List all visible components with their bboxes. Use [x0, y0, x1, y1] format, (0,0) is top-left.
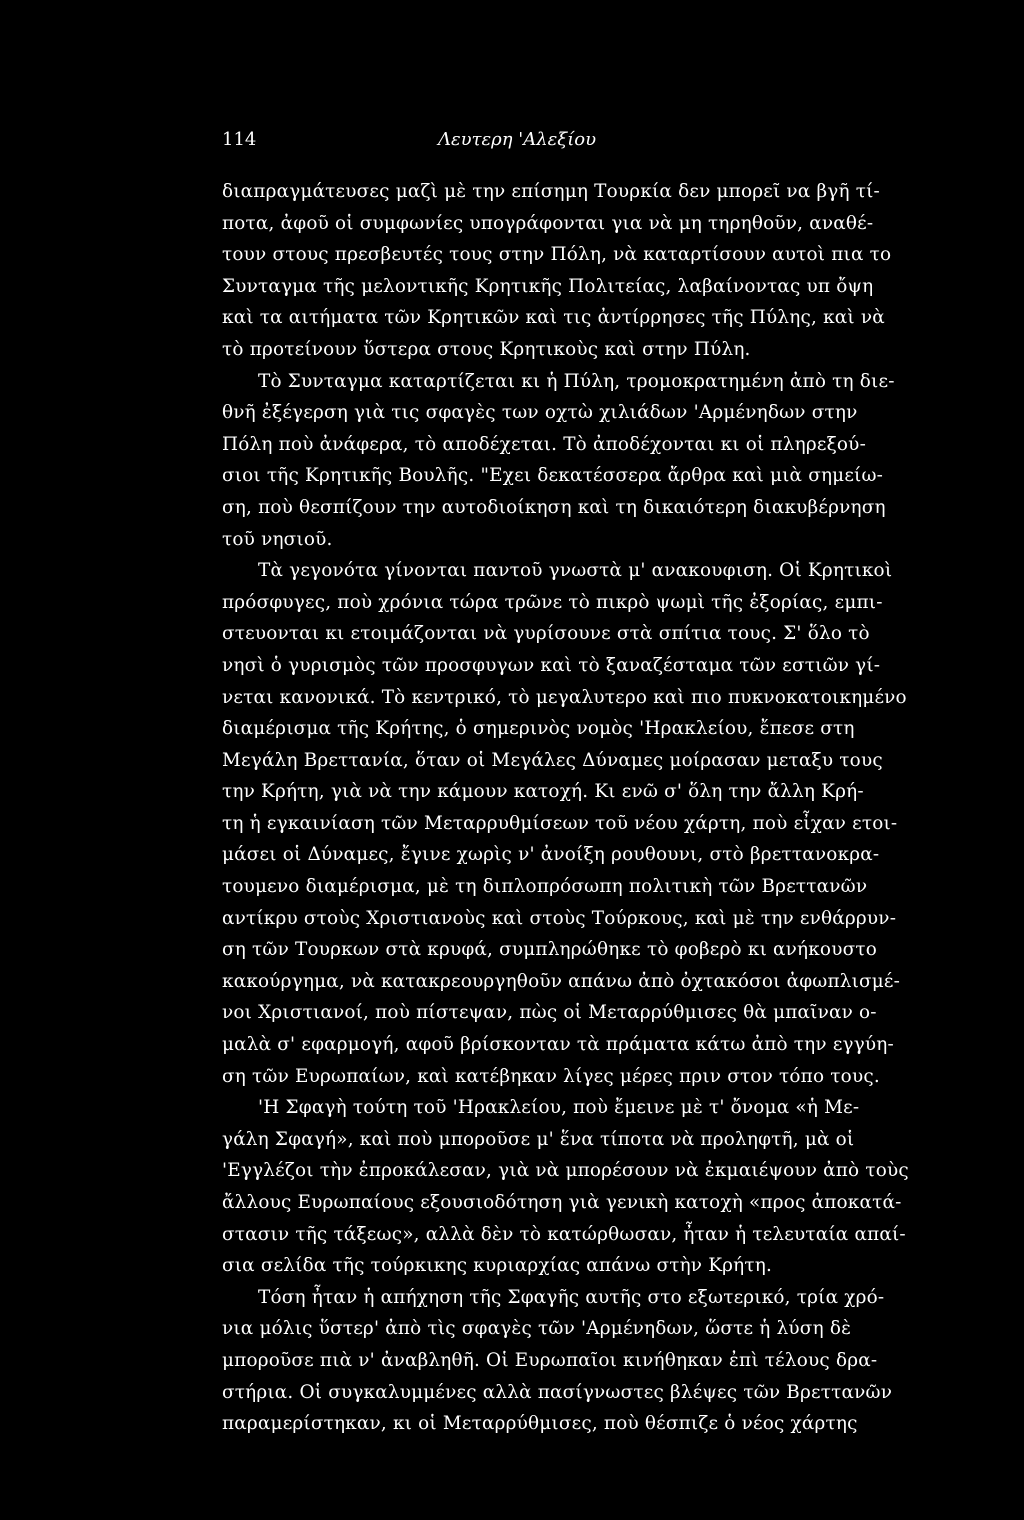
text-line: 'Η Σφαγὴ τούτη τοῦ 'Ηρακλείου, ποὺ ἔμεινε μὲ τ' ὄνομα «ἡ Με- [258, 1097, 860, 1119]
text-line: αντίκρυ στοὺς Χριστιανοὺς καὶ στοὺς Τούρκους, καὶ μὲ την ενθάρρυν- [222, 907, 897, 929]
text-line: ἄλλους Ευρωπαίους εξουσιοδότηση γιὰ γενικὴ κατοχὴ «προς ἀποκατά- [222, 1192, 902, 1213]
page-header-title: Λευτερη 'Αλεξίου [437, 129, 597, 150]
text-line: μάσει οἱ Δύναμες, ἔγινε χωρὶς ν' ἀνοίξη ρουθουνι, στὸ βρεττανοκρα- [222, 844, 880, 866]
text-line: Τόση ἦταν ἡ απήχηση τῆς Σφαγῆς αυτῆς στο εξωτερικό, τρία χρό- [258, 1286, 885, 1308]
text-line: τουν στους πρεσβευτές τους στην Πόλη, νὰ καταρτίσουν αυτοὶ πια το [222, 244, 892, 266]
text-line: πρόσφυγες, ποὺ χρόνια τώρα τρῶνε τὸ πικρὸ ψωμὶ τῆς ἐξορίας, εμπι- [222, 591, 883, 613]
text-line: νοι Χριστιανοί, ποὺ πίστεψαν, πὼς οἱ Μεταρρύθμισες θὰ μπαῖναν ο- [222, 1002, 877, 1024]
text-line: διαπραγμάτευσες μαζὶ μὲ την επίσημη Τουρκία δεν μπορεῖ να βγῆ τί- [222, 181, 880, 202]
text-line: διαμέρισμα τῆς Κρήτης, ὁ σημερινὸς νομὸς 'Ηρακλείου, ἔπεσε στη [222, 718, 855, 740]
text-line: τοῦ νησιοῦ. [222, 528, 333, 550]
text-line: κακούργημα, νὰ κατακρεουργηθοῦν απάνω ἀπὸ ὀχτακόσοι ἀφωπλισμέ- [222, 970, 901, 992]
text-line: στήρια. Οἱ συγκαλυμμένες αλλὰ πασίγνωστες βλέψες τῶν Βρεττανῶν [222, 1381, 893, 1403]
text-line: Τὸ Συνταγμα καταρτίζεται κι ἡ Πύλη, τρομοκρατημένη ἀπὸ τη διε- [258, 370, 895, 392]
text-line: ση τῶν Τουρκων στὰ κρυφά, συμπληρώθηκε τὸ φοβερὸ κι ανήκουστο [222, 939, 877, 961]
text-line: την Κρήτη, γιὰ νὰ την κάμουν κατοχή. Κι ενῶ σ' ὅλη την ἄλλη Κρή- [222, 781, 864, 803]
text-line: νια μόλις ὕστερ' ἀπὸ τὶς σφαγὲς τῶν 'Αρμένηδων, ὥστε ἡ λύση δὲ [222, 1318, 852, 1340]
text-line: στασιν τῆς τάξεως», αλλὰ δὲν τὸ κατώρθωσαν, ἦταν ἡ τελευταία απαί- [222, 1223, 906, 1245]
text-line: μαλὰ σ' εφαρμογή, αφοῦ βρίσκονταν τὰ πράματα κάτω ἀπὸ την εγγύη- [222, 1034, 894, 1056]
text-line: τη ἡ εγκαινίαση τῶν Μεταρρυθμίσεων τοῦ νέου χάρτη, ποὺ εἶχαν ετοι- [222, 812, 898, 834]
text-line: Μεγάλη Βρεττανία, ὅταν οἱ Μεγάλες Δύναμες μοίρασαν μεταξυ τους [222, 749, 883, 771]
page-number: 114 [222, 129, 257, 150]
text-line: καὶ τα αιτήματα τῶν Κρητικῶν καὶ τις ἀντίρρησες τῆς Πύλης, καὶ νὰ [222, 307, 885, 329]
text-line: τὸ προτείνουν ὕστερα στους Κρητικοὺς καὶ στην Πύλη. [222, 338, 751, 360]
text-line: θνῆ ἐξέγερση γιὰ τις σφαγὲς των οχτὼ χιλιάδων 'Αρμένηδων στην [222, 402, 858, 424]
text-line: στευονται κι ετοιμάζονται νὰ γυρίσουνε στὰ σπίτια τους. Σ' ὅλο τὸ [222, 623, 870, 645]
text-line: ση τῶν Ευρωπαίων, καὶ κατέβηκαν λίγες μέρες πριν στον τόπο τους. [222, 1065, 880, 1087]
text-line: τουμενο διαμέρισμα, μὲ τη διπλοπρόσωπη πολιτικὴ τῶν Βρεττανῶν [222, 876, 868, 898]
text-line: παραμερίστηκαν, κι οἱ Μεταρρύθμισες, ποὺ θέσπιζε ὁ νέος χάρτης [222, 1413, 858, 1435]
running-head [222, 125, 812, 155]
text-line: ση, ποὺ θεσπίζουν την αυτοδιοίκηση καὶ τη δικαιότερη διακυβέρνηση [222, 496, 886, 518]
text-line: σια σελίδα τῆς τούρκικης κυριαρχίας απάνω στὴν Κρήτη. [222, 1255, 773, 1277]
body-text [222, 176, 909, 1440]
text-line: νεται κανονικά. Τὸ κεντρικό, τὸ μεγαλυτερο καὶ πιο πυκνοκατοικημένο [222, 686, 907, 708]
text-line: Συνταγμα τῆς μελοντικῆς Κρητικῆς Πολιτείας, λαβαίνοντας υπ ὄψη [222, 275, 874, 297]
text-line: Τὰ γεγονότα γίνονται παντοῦ γνωστὰ μ' ανακουφιση. Οἱ Κρητικοὶ [258, 560, 893, 582]
text-line: 'Εγγλέζοι τὴν ἐπροκάλεσαν, γιὰ νὰ μπορέσουν νὰ ἐκμαιέψουν ἀπὸ τοὺς [222, 1160, 909, 1182]
text-line: Πόλη ποὺ ἀνάφερα, τὸ αποδέχεται. Τὸ ἀποδέχονται κι οἱ πληρεξού- [222, 433, 866, 455]
text-line: νησὶ ὁ γυρισμὸς τῶν προσφυγων καὶ τὸ ξαναζέσταμα τῶν εστιῶν γί- [222, 654, 881, 676]
text-line: μποροῦσε πιὰ ν' ἀναβληθῆ. Οἱ Ευρωπαῖοι κινήθηκαν ἐπὶ τέλους δρα- [222, 1349, 878, 1371]
text-line: γάλη Σφαγή», καὶ ποὺ μποροῦσε μ' ἕνα τίποτα νὰ προληφτῆ, μὰ οἱ [222, 1128, 855, 1150]
text-line: σιοι τῆς Κρητικῆς Βουλῆς. "Εχει δεκατέσσερα ἄρθρα καὶ μιὰ σημείω- [222, 465, 884, 487]
text-line: ποτα, ἀφοῦ οἱ συμφωνίες υπογράφονται για νὰ μη τηρηθοῦν, αναθέ- [222, 212, 874, 234]
